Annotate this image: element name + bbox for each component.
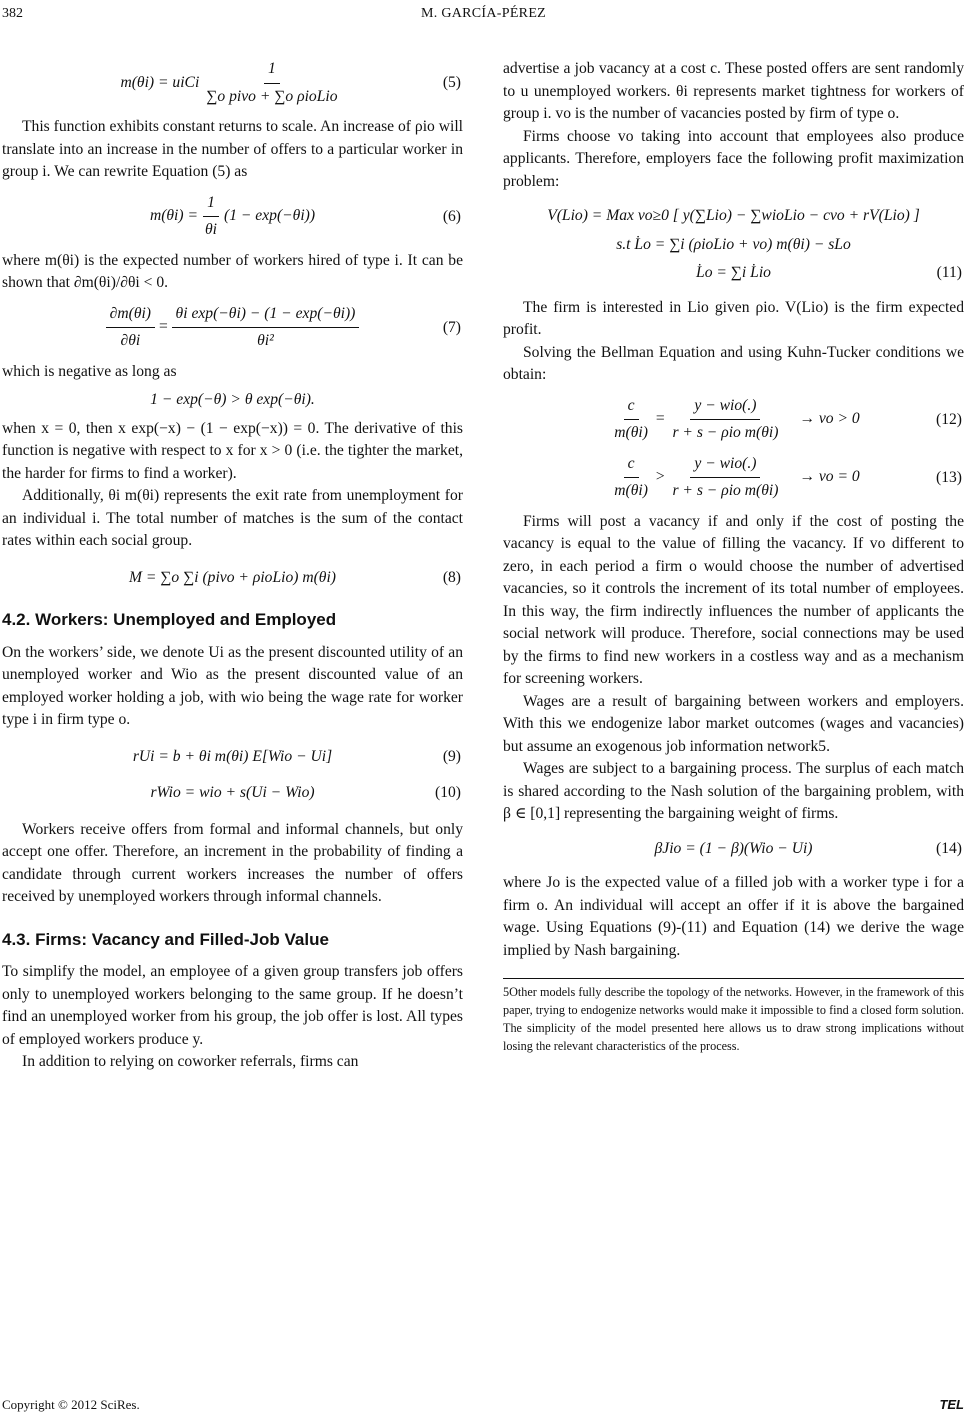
copyright: Copyright © 2012 SciRes. <box>2 1397 140 1412</box>
eq6-rhs: (1 − exp(−θi)) <box>224 207 316 225</box>
eq6-lhs: m(θi) = <box>149 207 198 225</box>
eq9-expression: rUi = b + θi m(θi) E[Wio − Ui] <box>132 747 333 765</box>
eq12-right-fraction <box>668 395 782 445</box>
eq6-fraction <box>201 192 221 242</box>
equation-11c <box>503 262 964 285</box>
equation-7: $\frac{\partial m(\theta i)}{\partial\theta i}$ = $\frac{\text{θi exp(−θi) − (1 − exp(−θi))}}{\text{θi²}}$ (7) <box>2 303 463 353</box>
paragraph: Additionally, θi m(θi) represents the exit rate from unemployment for an individual i. The total number of matches is the sum of the contact rates within each social group. <box>2 487 463 549</box>
eq11c-expression: L̇o = ∑i L̇io <box>696 264 771 281</box>
eq13-numerator: y − wio(.) <box>690 453 760 479</box>
eq6-tag: (6) <box>442 207 461 225</box>
paragraph: To simplify the model, an employee of a given group transfers job offers only to unemployed workers belonging to the same group. If he doesn’t find an unemployed worker from his group, the job offer is lost. All types of employed workers produce y. <box>2 963 463 1048</box>
eq5-numerator: 1 <box>264 58 280 84</box>
equation-6 <box>2 192 463 242</box>
paragraph: In addition to relying on coworker referrals, firms can <box>22 1053 359 1070</box>
inequality-expression: 1 − exp(−θ) > θ exp(−θi). <box>150 391 315 408</box>
eq13-left-fraction <box>610 453 652 503</box>
page-number: 382 <box>2 6 23 21</box>
eq14-expression: βJio = (1 − β)(Wio − Ui) <box>654 839 813 857</box>
paragraph: advertise a job vacancy at a cost c. These posted offers are sent randomly to u unemployed workers. θi represents market tightness for workers of group i. vo is the number of vacancies posted by firm of type o. <box>503 60 964 122</box>
paragraph: Wages are subject to a bargaining process. The surplus of each match is shared according to the Nash solution of the bargaining problem, with β ∈ [0,1] representing the bargaining weight of firms. <box>503 760 964 822</box>
eq7-left-fraction <box>106 303 155 353</box>
paragraph: where Jo is the expected value of a filled job with a worker type i for a firm o. An individual will accept an offer if it is above the bargained wage. Using Equations (9)-(11) and Equation (14) we derive the wage implied by Nash bargaining. <box>503 874 964 959</box>
paragraph: Firms choose vo taking into account that employees also produce applicants. Therefore, employers face the following profit maximization problem: <box>503 127 964 190</box>
eq11b-expression: s.t L̇o = ∑i (ρioLio + vo) m(θi) − sLo <box>616 235 851 253</box>
eq13-tag: (13) <box>936 468 962 486</box>
paragraph: which is negative as long as <box>2 362 177 380</box>
eq11a-expression: V(Lio) = Max vo≥0 [ y(∑Lio) − ∑wioLio − cvo + rV(Lio) ] <box>547 207 920 224</box>
eq10-expression: rWio = wio + s(Ui − Wio) <box>150 784 315 801</box>
eq6-numerator: 1 <box>203 192 219 218</box>
eq12-condition: → vo > 0 <box>799 410 860 428</box>
inequality <box>2 389 463 412</box>
eq13-left-numerator: c <box>624 453 639 479</box>
eq12-relation: = <box>654 410 666 428</box>
journal-name: TEL <box>939 1397 964 1412</box>
eq5-denominator: ∑o pivo + ∑o ρioLio <box>206 87 338 105</box>
equation-5 <box>2 58 463 108</box>
equation-10 <box>2 782 463 805</box>
eq13-condition: → vo = 0 <box>799 468 860 486</box>
eq7-numerator: θi exp(−θi) − (1 − exp(−θi)) <box>172 303 360 329</box>
eq7-tag: (7) <box>442 318 461 336</box>
paragraph: This function exhibits constant returns to scale. An increase of ρio will translate into an increase in the number of offers to a particular worker in group i. We can rewrite Equation (5) as <box>2 118 463 180</box>
equation-13 <box>503 453 964 503</box>
paragraph: when x = 0, then x exp(−x) − (1 − exp(−x)) = 0. The derivative of this function is negative with respect to x for x > 0 (i.e. the tighter the market, the harder for firms to find a worker). <box>2 419 463 482</box>
eq8-expression: M = ∑o ∑i (pivo + ρioLio) m(θi) <box>129 568 336 586</box>
equation-9 <box>2 746 463 769</box>
eq13-denominator: r + s − ρio m(θi) <box>672 482 779 499</box>
eq7-denominator: θi² <box>257 332 274 349</box>
eq8-tag: (8) <box>442 568 461 586</box>
paragraph: Solving the Bellman Equation and using Kuhn-Tucker conditions we obtain: <box>503 343 964 383</box>
eq7-left-denominator: ∂θi <box>120 332 141 349</box>
paragraph: Firms will post a vacancy if and only if the cost of posting the vacancy is equal to the value of filling the vacancy. If vo different to zero, in each period a firm o would choose the number of advertised vacancies, so it controls the increment of its total number of employees. In this way, the firm indirectly influences the number of applicants the social network will produce. Therefore, social connections may be used by the firms to find new workers in a costless way and as a mechanism for screening workers. <box>503 512 964 687</box>
section-heading-4-3: 4.3. Firms: Vacancy and Filled-Job Value <box>2 929 329 949</box>
eq5-fraction <box>202 58 341 108</box>
right-column <box>503 58 964 1055</box>
left-column <box>2 58 463 1074</box>
eq10-tag: (10) <box>435 784 461 801</box>
footnote: 5Other models fully describe the topology of the networks. However, in the framework of this paper, trying to endogenize networks would make it impossible to find a closed form solution. The simplicity of the model presented here allows us to draw strong implications without losing the relevant characteristics of the process. <box>503 978 964 1055</box>
eq7-right-fraction <box>172 303 360 353</box>
equation-8 <box>2 567 463 590</box>
eq12-tag: (12) <box>936 410 962 428</box>
eq14-tag: (14) <box>936 839 962 857</box>
eq5-tag: (5) <box>442 73 461 91</box>
eq11-tag: (11) <box>936 264 962 281</box>
paragraph: where m(θi) is the expected number of workers hired of type i. It can be shown that ∂m(θi)/∂θi < 0. <box>2 251 463 291</box>
eq9-tag: (9) <box>442 747 461 765</box>
eq12-numerator: y − wio(.) <box>690 395 760 421</box>
paragraph: Workers receive offers from formal and informal channels, but only accept one offer. Therefore, an increment in the probability of finding a candidate through current workers increases the number of offers received by unemployed workers through informal channels. <box>2 820 463 905</box>
equation-11b <box>503 234 964 257</box>
eq5-lhs: m(θi) = uiCi <box>120 73 200 91</box>
section-heading-4-2: 4.2. Workers: Unemployed and Employed <box>2 610 337 629</box>
eq13-right-fraction <box>668 453 782 503</box>
eq12-left-denominator: m(θi) <box>614 424 648 441</box>
paragraph: The firm is interested in Lio given ρio. V(Lio) is the firm expected profit. <box>503 298 964 338</box>
paragraph: Wages are a result of bargaining between workers and employers. With this we endogenize labor market outcomes (wages and vacancies) but assume an exogenous job information network5. <box>503 692 964 755</box>
eq13-left-denominator: m(θi) <box>614 482 648 499</box>
eq6-denominator: θi <box>205 221 217 238</box>
paragraph: On the workers’ side, we denote Ui as the present discounted utility of an unemployed worker and Wio as the present discounted value of an employed worker holding a job, with wio being the wage rate for worker type i in firm type o. <box>2 643 463 728</box>
eq12-left-numerator: c <box>624 395 639 421</box>
eq12-left-fraction <box>610 395 652 445</box>
eq13-relation: > <box>654 468 666 486</box>
eq12-denominator: r + s − ρio m(θi) <box>672 424 779 441</box>
eq7-left-numerator: ∂m(θi) <box>106 303 155 329</box>
equation-14 <box>503 838 964 861</box>
equation-12 <box>503 395 964 445</box>
running-title: M. GARCÍA-PÉREZ <box>420 6 547 21</box>
equation-11a <box>503 205 964 228</box>
